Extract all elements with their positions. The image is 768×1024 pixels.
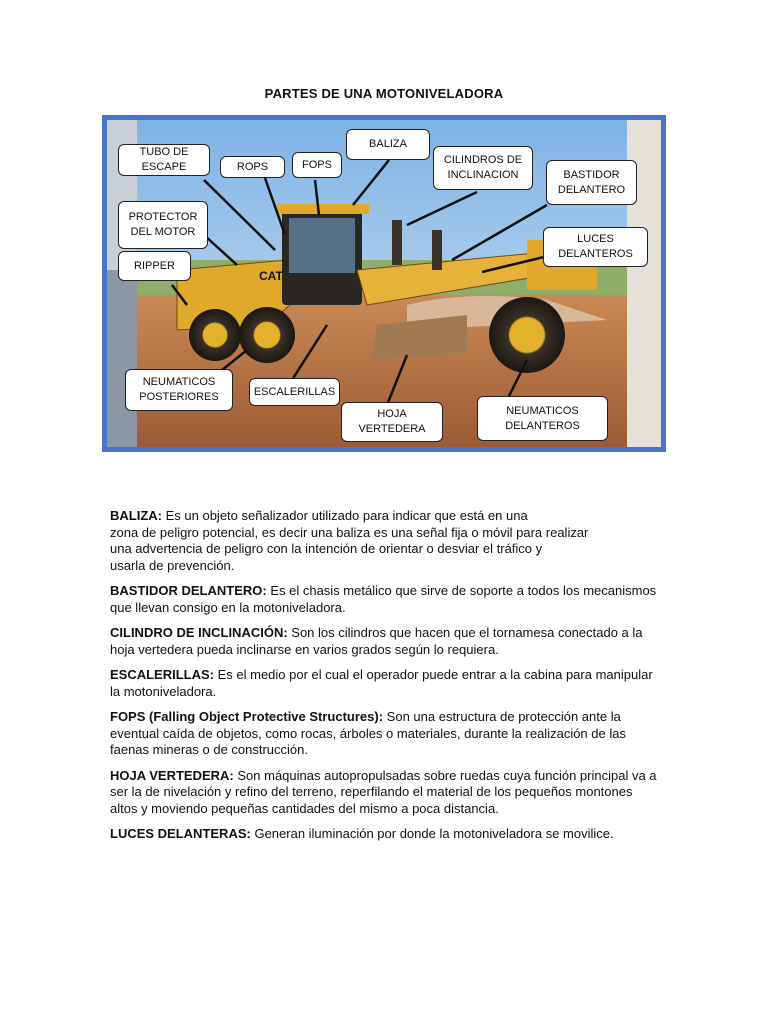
definition-term: ESCALERILLAS:	[110, 667, 214, 682]
definition-hoja-vertedera	[110, 768, 660, 818]
definition-escalerillas	[110, 667, 660, 700]
label-neumaticos-delanteros: NEUMATICOS DELANTEROS	[477, 396, 608, 441]
label-tubo-de-escape: TUBO DE ESCAPE	[118, 144, 210, 176]
rear-tire-2	[239, 307, 295, 363]
label-escalerillas: ESCALERILLAS	[249, 378, 340, 406]
rear-tire-1	[189, 309, 241, 361]
brand-logo: CAT	[259, 269, 283, 283]
definition-text: Generan iluminación por donde la motoniveladora se movilice.	[250, 826, 614, 841]
definition-text: Son los cilindros que hacen que el tornamesa conectado a la hoja vertedera pueda inclinarse en varios grados según lo requiera.	[110, 625, 643, 657]
label-protector-del-motor: PROTECTOR DEL MOTOR	[118, 201, 208, 249]
definition-term: HOJA VERTEDERA:	[110, 767, 234, 783]
motor-grader-diagram	[102, 115, 666, 452]
label-cilindros-de-inclinacion: CILINDROS DE INCLINACION	[433, 146, 533, 190]
definition-term: CILINDRO DE INCLINACIÓN:	[110, 625, 288, 640]
definition-bastidor-delantero	[110, 583, 660, 616]
definition-text: Son máquinas autopropulsadas sobre ruedas cuya función principal va a ser la de nivelación y refino del terreno, reperfilando el material de los pequeños montones altos y moviendo pequeñas cantidades del mismo a poca distancia.	[110, 767, 657, 816]
definition-cilindro-de-inclinacion	[110, 625, 660, 658]
definition-term: FOPS (Falling Object Protective Structures):	[110, 709, 384, 724]
page-title: PARTES DE UNA MOTONIVELADORA	[264, 86, 504, 101]
definition-term: BASTIDOR DELANTERO:	[110, 583, 267, 598]
definition-text: Son una estructura de protección ante la eventual caída de objetos, como rocas, árboles o materiales, durante la realización de las faenas mineras o de construcción.	[110, 709, 626, 757]
label-bastidor-delantero: BASTIDOR DELANTERO	[546, 160, 637, 205]
left-wall-shadow	[107, 270, 137, 447]
definition-term: LUCES DELANTERAS:	[110, 826, 251, 841]
definition-text: Es el chasis metálico que sirve de soporte a todos los mecanismos que llevan consigo en la motoniveladora.	[110, 583, 657, 615]
label-luces-delanteros: LUCES DELANTEROS	[543, 227, 648, 267]
definition-term: BALIZA:	[110, 508, 162, 523]
definition-fops	[110, 709, 660, 759]
definition-text: Es el medio por el cual el operador puede entrar a la cabina para manipular la motoniveladora.	[110, 667, 653, 699]
definition-baliza	[110, 508, 660, 574]
label-hoja-vertedera: HOJA VERTEDERA	[341, 402, 443, 442]
definitions-list	[110, 508, 660, 852]
label-ripper: RIPPER	[118, 251, 191, 281]
definition-text: Es un objeto señalizador utilizado para indicar que está en una zona de peligro potencial, es decir una baliza es una señal fija o móvil para realizar una advertencia de peligro con la intención de orientar o desviar el tráfico y usarla de prevención.	[110, 508, 589, 573]
label-fops: FOPS	[292, 152, 342, 178]
definition-luces-delanteras	[110, 826, 660, 843]
label-neumaticos-posteriores: NEUMATICOS POSTERIORES	[125, 369, 233, 411]
label-rops: ROPS	[220, 156, 285, 178]
label-baliza: BALIZA	[346, 129, 430, 160]
